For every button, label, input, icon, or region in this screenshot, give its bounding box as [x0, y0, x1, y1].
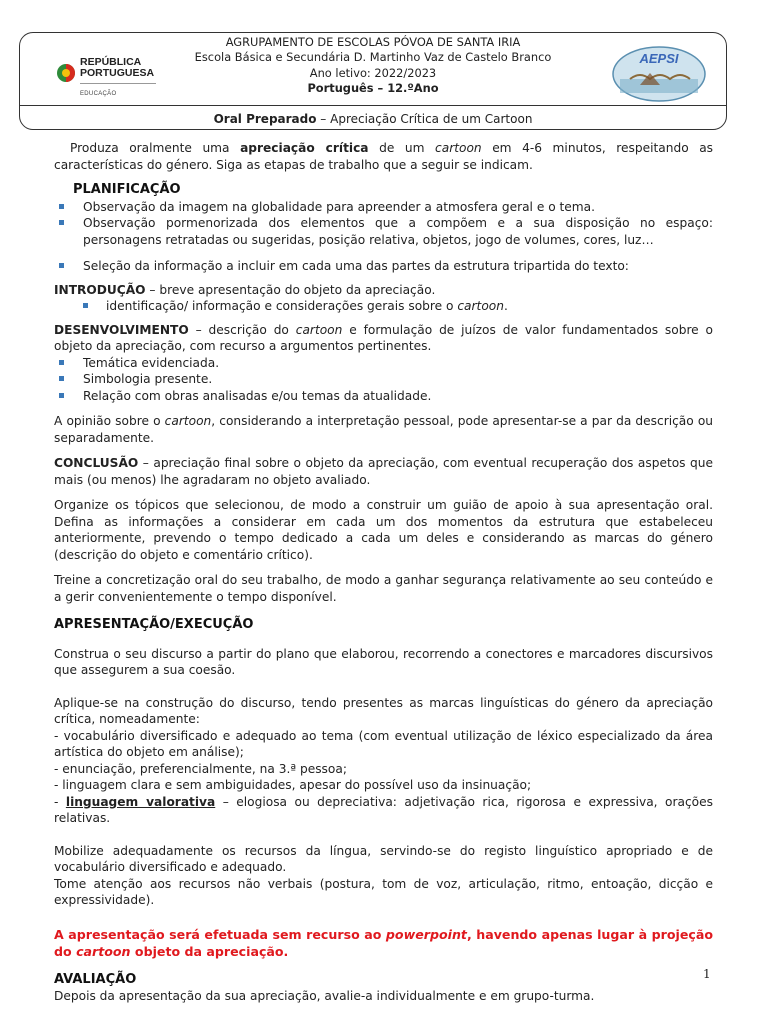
school-year: Ano letivo: 2022/2023 [309, 65, 437, 80]
page-number: 1 [703, 967, 711, 981]
logo-text: REPÚBLICA PORTUGUESA [80, 56, 155, 79]
treine-paragraph: Treine a concretização oral do seu trabalho, de modo a ganhar segurança relativamente ao seu conteúdo e a gerir convenientemente o tempo disponível. [54, 573, 713, 604]
aepsi-logo-text: AEPSI [639, 51, 679, 66]
document-title: Oral Preparado – Apreciação Crítica de um Cartoon [213, 112, 533, 126]
desenvolvimento-paragraph: DESENVOLVIMENTO – descrição do cartoon e formulação de juízos de valor fundamentados sobre o objeto da apreciação, com recurso a argumentos pertinentes. [54, 322, 714, 353]
apresentacao-line-4: - linguagem valorativa – elogiosa ou depreciativa: adjetivação rica, rigorosa e expressiva, orações relativas. [54, 794, 713, 825]
list-item: Observação da imagem na globalidade para apreender a atmosfera geral e o tema. [54, 199, 713, 216]
planificacao-list [54, 199, 713, 275]
apresentacao-line-2: - enunciação, preferencialmente, na 3.ª pessoa; [54, 761, 347, 776]
list-item: Observação pormenorizada dos elementos que a compõem e a sua disposição no espaço: personagens retratadas ou sugeridas, posição relativa, objetos, jogo de volumes, cores, luz… [54, 215, 713, 248]
header-box [19, 32, 727, 130]
desenvolvimento-list [54, 355, 713, 405]
apresentacao-p1: Construa o seu discurso a partir do plano que elaborou, recorrendo a conectores e marcadores discursivos que assegurem a sua coesão. [54, 646, 713, 677]
list-item: Seleção da informação a incluir em cada uma das partes da estrutura tripartida do texto: [54, 258, 713, 275]
logo-subtext: EDUCAÇÃO [80, 83, 156, 103]
apresentacao-line-3: - linguagem clara e sem ambiguidades, apesar do possível uso da insinuação; [54, 778, 532, 792]
school-group: AGRUPAMENTO DE ESCOLAS PÓVOA DE SANTA IRIA [225, 35, 521, 49]
apresentacao-p4: Tome atenção aos recursos não verbais (postura, tom de voz, articulação, ritmo, entoação, dicção e expressividade). [54, 876, 713, 907]
apresentacao-line-1: - vocabulário diversificado e adequado ao tema (com eventual utilização de léxico especializado da área artística do objeto em análise); [54, 728, 713, 759]
intro-paragraph: Produza oralmente uma apreciação crítica de um cartoon em 4-6 minutos, respeitando as características do género. Siga as etapas de trabalho que a seguir se indicam. [54, 141, 714, 172]
red-note: A apresentação será efetuada sem recurso ao powerpoint, havendo apenas lugar à projeção do cartoon objeto da apreciação. [54, 926, 713, 959]
avaliacao-heading: AVALIAÇÃO [54, 971, 137, 987]
opiniao-paragraph: A opinião sobre o cartoon, considerando a interpretação pessoal, pode apresentar-se a par da descrição ou separadamente. [54, 414, 714, 445]
list-item: Relação com obras analisadas e/ou temas da atualidade. [54, 388, 713, 405]
introducao-list [54, 298, 713, 315]
apresentacao-heading: APRESENTAÇÃO/EXECUÇÃO [54, 617, 254, 632]
avaliacao-text: Depois da apresentação da sua apreciação, avalie-a individualmente e em grupo-turma. [54, 989, 595, 1003]
header-divider [20, 105, 726, 106]
conclusao-paragraph: CONCLUSÃO – apreciação final sobre o objeto da apreciação, com eventual recuperação dos aspetos que mais (ou menos) lhe agradaram no objeto avaliado. [54, 456, 713, 487]
organize-paragraph: Organize os tópicos que selecionou, de modo a construir um guião de apoio à sua apresentação oral. Defina as informações a considerar em cada um dos momentos da estrutura que estabeleceu anteriormente, prevendo o tempo dedicado a cada um deles e considerando as marcas do género (descrição do objeto e comentário crítico). [54, 498, 713, 562]
introducao-paragraph: INTRODUÇÃO – breve apresentação do objeto da apreciação. [54, 282, 436, 297]
content [54, 140, 713, 1005]
list-item: Simbologia presente. [54, 371, 713, 388]
aepsi-logo [610, 45, 708, 103]
school-name: Escola Básica e Secundária D. Martinho Vaz de Castelo Branco [194, 50, 552, 65]
list-item: Temática evidenciada. [54, 355, 713, 372]
list-item: identificação/ informação e considerações gerais sobre o cartoon. [54, 298, 713, 315]
subject: Português – 12.ºAno [307, 80, 439, 95]
apresentacao-p2: Aplique-se na construção do discurso, tendo presentes as marcas linguísticas do género da apreciação crítica, nomeadamente: [54, 695, 713, 726]
apresentacao-p3: Mobilize adequadamente os recursos da língua, servindo-se do registo linguístico apropriado e de vocabulário diversificado e adequado. [54, 843, 713, 874]
planificacao-heading: PLANIFICAÇÃO [73, 182, 181, 197]
